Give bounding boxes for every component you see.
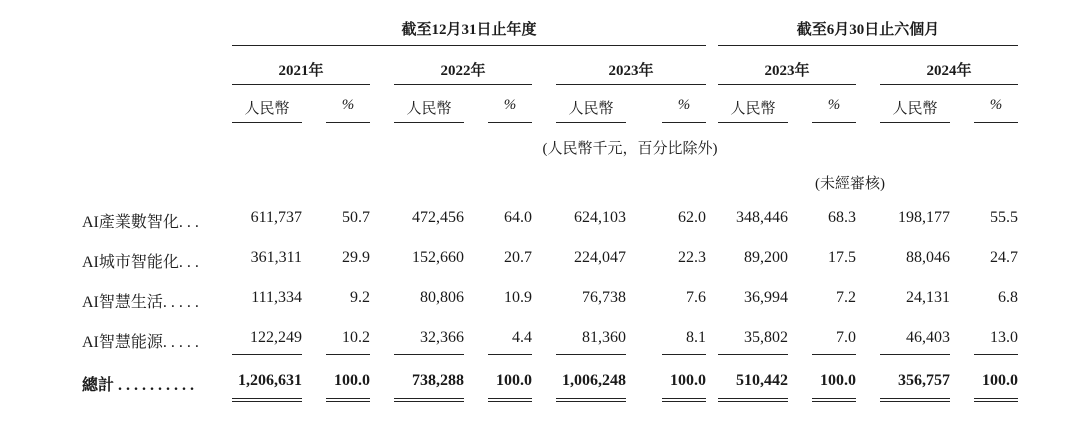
year-header-2024-half: 2024年 bbox=[926, 63, 972, 79]
cell-value: 81,360 bbox=[582, 329, 626, 346]
double-divider bbox=[556, 398, 626, 402]
cell-value: 10.9 bbox=[504, 289, 532, 306]
cell-value: 17.5 bbox=[828, 249, 856, 266]
total-value: 100.0 bbox=[334, 372, 370, 389]
col-header-pct: % bbox=[341, 97, 355, 113]
total-value: 738,288 bbox=[412, 372, 464, 389]
cell-value: 198,177 bbox=[898, 209, 950, 226]
divider bbox=[556, 84, 706, 85]
total-value: 100.0 bbox=[670, 372, 706, 389]
double-divider bbox=[488, 398, 532, 402]
divider bbox=[488, 354, 532, 355]
cell-value: 62.0 bbox=[678, 209, 706, 226]
cell-value: 122,249 bbox=[250, 329, 302, 346]
year-header-2023: 2023年 bbox=[608, 63, 654, 79]
divider bbox=[394, 354, 464, 355]
cell-value: 89,200 bbox=[744, 249, 788, 266]
year-header-2021: 2021年 bbox=[278, 63, 324, 79]
period-header-half: 截至6月30日止六個月 bbox=[796, 22, 940, 38]
double-divider bbox=[718, 398, 788, 402]
col-header-pct: % bbox=[503, 97, 517, 113]
cell-value: 9.2 bbox=[350, 289, 370, 306]
divider bbox=[488, 122, 532, 123]
unit-note: (人民幣千元，百分比除外) bbox=[542, 141, 718, 157]
cell-value: 29.9 bbox=[342, 249, 370, 266]
divider bbox=[232, 45, 706, 46]
cell-value: 8.1 bbox=[686, 329, 706, 346]
cell-value: 68.3 bbox=[828, 209, 856, 226]
cell-value: 32,366 bbox=[420, 329, 464, 346]
cell-value: 4.4 bbox=[512, 329, 532, 346]
year-header-2023-half: 2023年 bbox=[764, 63, 810, 79]
cell-value: 24.7 bbox=[990, 249, 1018, 266]
double-divider bbox=[974, 398, 1018, 402]
divider bbox=[232, 84, 370, 85]
row-label: AI產業數智化. . . bbox=[82, 214, 199, 231]
cell-value: 76,738 bbox=[582, 289, 626, 306]
cell-value: 36,994 bbox=[744, 289, 788, 306]
total-value: 100.0 bbox=[496, 372, 532, 389]
cell-value: 46,403 bbox=[906, 329, 950, 346]
cell-value: 152,660 bbox=[412, 249, 464, 266]
cell-value: 80,806 bbox=[420, 289, 464, 306]
divider bbox=[232, 122, 302, 123]
cell-value: 611,737 bbox=[250, 209, 302, 226]
cell-value: 20.7 bbox=[504, 249, 532, 266]
row-label: AI智慧能源. . . . . bbox=[82, 334, 199, 351]
col-header-rmb: 人民幣 bbox=[568, 101, 614, 117]
cell-value: 7.0 bbox=[836, 329, 856, 346]
divider bbox=[662, 122, 706, 123]
cell-value: 111,334 bbox=[251, 289, 302, 306]
divider bbox=[556, 122, 626, 123]
unaudited-note: (未經審核) bbox=[815, 176, 885, 192]
cell-value: 10.2 bbox=[342, 329, 370, 346]
cell-value: 35,802 bbox=[744, 329, 788, 346]
cell-value: 224,047 bbox=[574, 249, 626, 266]
divider bbox=[326, 122, 370, 123]
divider bbox=[974, 122, 1018, 123]
double-divider bbox=[812, 398, 856, 402]
cell-value: 7.6 bbox=[686, 289, 706, 306]
cell-value: 472,456 bbox=[412, 209, 464, 226]
divider bbox=[718, 122, 788, 123]
divider bbox=[880, 122, 950, 123]
double-divider bbox=[326, 398, 370, 402]
col-header-rmb: 人民幣 bbox=[406, 101, 452, 117]
total-value: 100.0 bbox=[982, 372, 1018, 389]
cell-value: 88,046 bbox=[906, 249, 950, 266]
divider bbox=[812, 122, 856, 123]
cell-value: 50.7 bbox=[342, 209, 370, 226]
divider bbox=[232, 354, 302, 355]
divider bbox=[880, 354, 950, 355]
cell-value: 361,311 bbox=[250, 249, 302, 266]
col-header-pct: % bbox=[677, 97, 691, 113]
total-value: 1,206,631 bbox=[238, 372, 302, 389]
row-label: AI智慧生活. . . . . bbox=[82, 294, 199, 311]
cell-value: 64.0 bbox=[504, 209, 532, 226]
cell-value: 22.3 bbox=[678, 249, 706, 266]
double-divider bbox=[662, 398, 706, 402]
cell-value: 6.8 bbox=[998, 289, 1018, 306]
divider bbox=[812, 354, 856, 355]
divider bbox=[718, 45, 1018, 46]
total-value: 1,006,248 bbox=[562, 372, 626, 389]
divider bbox=[880, 84, 1018, 85]
double-divider bbox=[880, 398, 950, 402]
cell-value: 624,103 bbox=[574, 209, 626, 226]
period-header-year: 截至12月31日止年度 bbox=[401, 22, 537, 38]
cell-value: 348,446 bbox=[736, 209, 788, 226]
col-header-pct: % bbox=[989, 97, 1003, 113]
divider bbox=[394, 122, 464, 123]
col-header-pct: % bbox=[827, 97, 841, 113]
divider bbox=[718, 354, 788, 355]
col-header-rmb: 人民幣 bbox=[730, 101, 776, 117]
total-value: 100.0 bbox=[820, 372, 856, 389]
divider bbox=[974, 354, 1018, 355]
col-header-rmb: 人民幣 bbox=[892, 101, 938, 117]
divider bbox=[662, 354, 706, 355]
total-value: 356,757 bbox=[898, 372, 950, 389]
cell-value: 7.2 bbox=[836, 289, 856, 306]
cell-value: 13.0 bbox=[990, 329, 1018, 346]
total-label: 總計 . . . . . . . . . . bbox=[82, 377, 195, 394]
cell-value: 24,131 bbox=[906, 289, 950, 306]
col-header-rmb: 人民幣 bbox=[244, 101, 290, 117]
divider bbox=[394, 84, 532, 85]
double-divider bbox=[394, 398, 464, 402]
divider bbox=[718, 84, 856, 85]
total-value: 510,442 bbox=[736, 372, 788, 389]
cell-value: 55.5 bbox=[990, 209, 1018, 226]
year-header-2022: 2022年 bbox=[440, 63, 486, 79]
row-label: AI城市智能化. . . bbox=[82, 254, 199, 271]
divider bbox=[556, 354, 626, 355]
divider bbox=[326, 354, 370, 355]
double-divider bbox=[232, 398, 302, 402]
